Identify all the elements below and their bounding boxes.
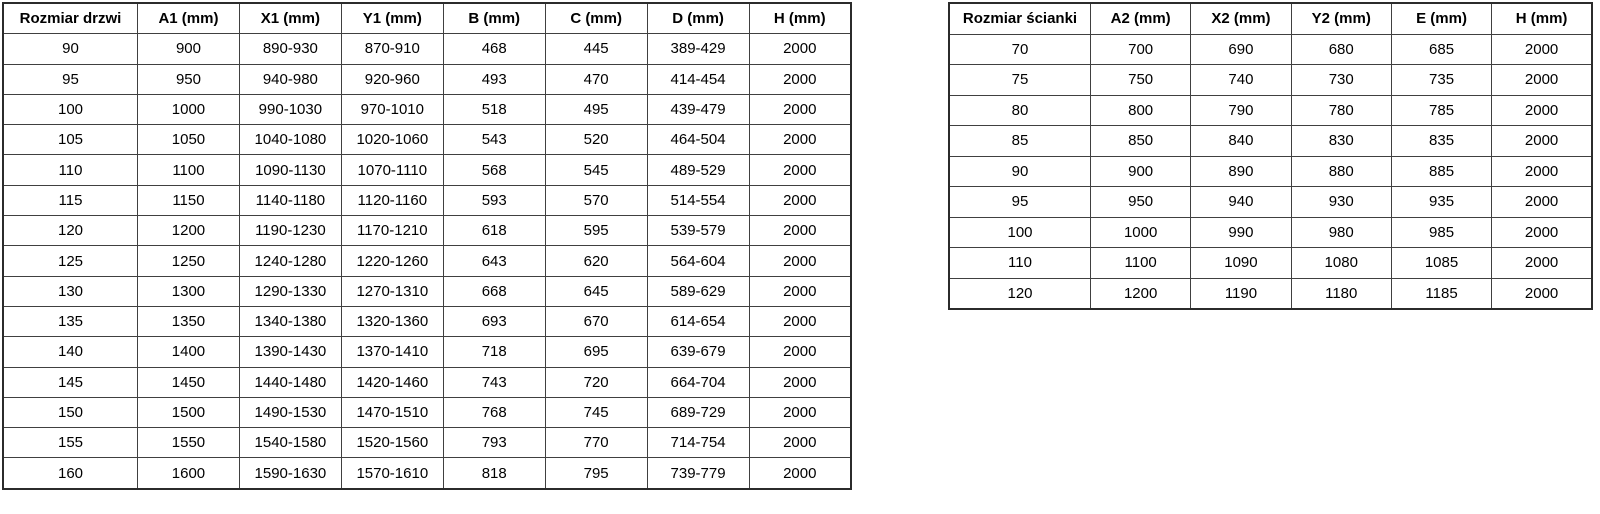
table-cell: 115 (3, 185, 138, 215)
table-cell: 543 (443, 125, 545, 155)
table-cell: 1120-1160 (341, 185, 443, 215)
table-cell: 95 (949, 187, 1091, 218)
table-row (3, 125, 851, 155)
table-row (3, 94, 851, 124)
table-cell: 100 (3, 94, 138, 124)
table-cell: 870-910 (341, 34, 443, 64)
column-header: X2 (mm) (1191, 3, 1291, 34)
wall-size-table (948, 2, 1593, 310)
table-cell: 389-429 (647, 34, 749, 64)
column-header: H (mm) (749, 3, 851, 34)
table-cell: 90 (949, 156, 1091, 187)
table-cell: 685 (1391, 34, 1491, 65)
table-cell: 745 (545, 397, 647, 427)
table-cell: 900 (1091, 156, 1191, 187)
table-cell: 645 (545, 276, 647, 306)
table-cell: 445 (545, 34, 647, 64)
column-header: Y2 (mm) (1291, 3, 1391, 34)
table-cell: 1270-1310 (341, 276, 443, 306)
column-header: Rozmiar ścianki (949, 3, 1091, 34)
table-cell: 618 (443, 216, 545, 246)
table-cell: 730 (1291, 65, 1391, 96)
table-cell: 545 (545, 155, 647, 185)
table-cell: 890-930 (239, 34, 341, 64)
table-cell: 768 (443, 397, 545, 427)
table-row (949, 95, 1592, 126)
table-cell: 2000 (1492, 65, 1592, 96)
table-cell: 1190 (1191, 278, 1291, 309)
table-cell: 1220-1260 (341, 246, 443, 276)
table-cell: 105 (3, 125, 138, 155)
table-row (949, 34, 1592, 65)
table-cell: 1500 (138, 397, 240, 427)
table-cell: 990 (1191, 217, 1291, 248)
table-cell: 2000 (749, 276, 851, 306)
table-cell: 940-980 (239, 64, 341, 94)
table-cell: 2000 (749, 337, 851, 367)
column-header: D (mm) (647, 3, 749, 34)
column-header: E (mm) (1391, 3, 1491, 34)
table-cell: 2000 (749, 367, 851, 397)
table-cell: 160 (3, 458, 138, 489)
table-cell: 593 (443, 185, 545, 215)
table-cell: 2000 (749, 94, 851, 124)
table-row (3, 216, 851, 246)
table-row (949, 156, 1592, 187)
table-cell: 2000 (1492, 95, 1592, 126)
table-cell: 1590-1630 (239, 458, 341, 489)
table-cell: 985 (1391, 217, 1491, 248)
table-cell: 135 (3, 306, 138, 336)
header-row (949, 3, 1592, 34)
table-row (3, 34, 851, 64)
table-cell: 1600 (138, 458, 240, 489)
table-row (949, 187, 1592, 218)
table-cell: 1340-1380 (239, 306, 341, 336)
table-cell: 1100 (138, 155, 240, 185)
table-row (3, 155, 851, 185)
table-cell: 130 (3, 276, 138, 306)
table-row (3, 185, 851, 215)
table-cell: 85 (949, 126, 1091, 157)
table-cell: 2000 (749, 185, 851, 215)
table-cell: 890 (1191, 156, 1291, 187)
column-header: B (mm) (443, 3, 545, 34)
table-cell: 1090 (1191, 248, 1291, 279)
table-cell: 1370-1410 (341, 337, 443, 367)
table-cell: 1150 (138, 185, 240, 215)
table-cell: 468 (443, 34, 545, 64)
table-cell: 1000 (138, 94, 240, 124)
table-cell: 493 (443, 64, 545, 94)
table-cell: 520 (545, 125, 647, 155)
table-cell: 439-479 (647, 94, 749, 124)
table-cell: 670 (545, 306, 647, 336)
table-cell: 614-654 (647, 306, 749, 336)
table-cell: 145 (3, 367, 138, 397)
table-cell: 720 (545, 367, 647, 397)
table-cell: 740 (1191, 65, 1291, 96)
table-cell: 880 (1291, 156, 1391, 187)
table-cell: 110 (3, 155, 138, 185)
table-cell: 1185 (1391, 278, 1491, 309)
table-cell: 1490-1530 (239, 397, 341, 427)
table-cell: 2000 (749, 306, 851, 336)
table-cell: 1050 (138, 125, 240, 155)
table-cell: 743 (443, 367, 545, 397)
table-cell: 1320-1360 (341, 306, 443, 336)
table-cell: 970-1010 (341, 94, 443, 124)
table-cell: 2000 (749, 428, 851, 458)
table-cell: 1250 (138, 246, 240, 276)
table-cell: 689-729 (647, 397, 749, 427)
table-cell: 564-604 (647, 246, 749, 276)
table-cell: 100 (949, 217, 1091, 248)
table-cell: 90 (3, 34, 138, 64)
column-header: H (mm) (1492, 3, 1592, 34)
table-cell: 668 (443, 276, 545, 306)
table-cell: 2000 (1492, 217, 1592, 248)
table-cell: 920-960 (341, 64, 443, 94)
table-cell: 990-1030 (239, 94, 341, 124)
column-header: A2 (mm) (1091, 3, 1191, 34)
table-cell: 140 (3, 337, 138, 367)
table-cell: 840 (1191, 126, 1291, 157)
table-row (3, 276, 851, 306)
table-cell: 793 (443, 428, 545, 458)
table-cell: 718 (443, 337, 545, 367)
table-cell: 818 (443, 458, 545, 489)
table-cell: 414-454 (647, 64, 749, 94)
table-cell: 518 (443, 94, 545, 124)
table-cell: 539-579 (647, 216, 749, 246)
table-row (3, 246, 851, 276)
table-cell: 2000 (1492, 187, 1592, 218)
table-cell: 885 (1391, 156, 1491, 187)
table-cell: 835 (1391, 126, 1491, 157)
table-cell: 935 (1391, 187, 1491, 218)
table-cell: 1290-1330 (239, 276, 341, 306)
table-cell: 693 (443, 306, 545, 336)
table-cell: 464-504 (647, 125, 749, 155)
table-row (3, 458, 851, 489)
table-cell: 643 (443, 246, 545, 276)
table-row (3, 64, 851, 94)
table-cell: 1550 (138, 428, 240, 458)
table-cell: 1400 (138, 337, 240, 367)
table-cell: 155 (3, 428, 138, 458)
table-cell: 2000 (749, 34, 851, 64)
table-cell: 850 (1091, 126, 1191, 157)
table-row (949, 126, 1592, 157)
table-cell: 795 (545, 458, 647, 489)
table-cell: 620 (545, 246, 647, 276)
table-cell: 2000 (749, 64, 851, 94)
header-row (3, 3, 851, 34)
table-cell: 950 (1091, 187, 1191, 218)
table-cell: 80 (949, 95, 1091, 126)
table-cell: 1240-1280 (239, 246, 341, 276)
table-cell: 2000 (1492, 248, 1592, 279)
table-cell: 690 (1191, 34, 1291, 65)
table-cell: 1170-1210 (341, 216, 443, 246)
table-cell: 785 (1391, 95, 1491, 126)
table-cell: 700 (1091, 34, 1191, 65)
table-cell: 770 (545, 428, 647, 458)
table-cell: 1390-1430 (239, 337, 341, 367)
table-cell: 1420-1460 (341, 367, 443, 397)
table-row (949, 278, 1592, 309)
table-cell: 150 (3, 397, 138, 427)
table-cell: 1540-1580 (239, 428, 341, 458)
table-cell: 95 (3, 64, 138, 94)
column-header: C (mm) (545, 3, 647, 34)
table-cell: 514-554 (647, 185, 749, 215)
table-cell: 1200 (1091, 278, 1191, 309)
table-cell: 739-779 (647, 458, 749, 489)
table-cell: 714-754 (647, 428, 749, 458)
table-cell: 1190-1230 (239, 216, 341, 246)
table-cell: 735 (1391, 65, 1491, 96)
table-cell: 2000 (749, 397, 851, 427)
table-cell: 595 (545, 216, 647, 246)
column-header: Rozmiar drzwi (3, 3, 138, 34)
table-cell: 1440-1480 (239, 367, 341, 397)
table-row (949, 217, 1592, 248)
table-cell: 1100 (1091, 248, 1191, 279)
table-cell: 2000 (1492, 278, 1592, 309)
table-cell: 830 (1291, 126, 1391, 157)
table-cell: 1085 (1391, 248, 1491, 279)
table-cell: 750 (1091, 65, 1191, 96)
table-cell: 2000 (749, 246, 851, 276)
table-cell: 1450 (138, 367, 240, 397)
table-cell: 639-679 (647, 337, 749, 367)
table-cell: 790 (1191, 95, 1291, 126)
table-cell: 70 (949, 34, 1091, 65)
table-cell: 470 (545, 64, 647, 94)
table-cell: 75 (949, 65, 1091, 96)
table-cell: 900 (138, 34, 240, 64)
table-cell: 120 (3, 216, 138, 246)
table-cell: 680 (1291, 34, 1391, 65)
table-cell: 780 (1291, 95, 1391, 126)
table-cell: 1180 (1291, 278, 1391, 309)
table-cell: 2000 (1492, 34, 1592, 65)
table-cell: 930 (1291, 187, 1391, 218)
table-cell: 695 (545, 337, 647, 367)
table-row (949, 65, 1592, 96)
table-cell: 1020-1060 (341, 125, 443, 155)
door-size-table (2, 2, 852, 490)
table-cell: 2000 (749, 458, 851, 489)
table-row (3, 428, 851, 458)
table-cell: 980 (1291, 217, 1391, 248)
table-cell: 110 (949, 248, 1091, 279)
table-cell: 1520-1560 (341, 428, 443, 458)
table-cell: 1300 (138, 276, 240, 306)
table-cell: 2000 (749, 125, 851, 155)
table-row (3, 337, 851, 367)
table-cell: 1350 (138, 306, 240, 336)
table-row (949, 248, 1592, 279)
table-cell: 800 (1091, 95, 1191, 126)
table-row (3, 397, 851, 427)
column-header: X1 (mm) (239, 3, 341, 34)
table-cell: 2000 (1492, 126, 1592, 157)
table-cell: 120 (949, 278, 1091, 309)
table-cell: 125 (3, 246, 138, 276)
table-cell: 1040-1080 (239, 125, 341, 155)
table-cell: 1080 (1291, 248, 1391, 279)
table-cell: 495 (545, 94, 647, 124)
table-cell: 2000 (749, 155, 851, 185)
table-cell: 1000 (1091, 217, 1191, 248)
table-cell: 489-529 (647, 155, 749, 185)
table-cell: 940 (1191, 187, 1291, 218)
column-header: A1 (mm) (138, 3, 240, 34)
table-cell: 1140-1180 (239, 185, 341, 215)
table-cell: 2000 (749, 216, 851, 246)
table-cell: 1470-1510 (341, 397, 443, 427)
table-cell: 589-629 (647, 276, 749, 306)
table-cell: 664-704 (647, 367, 749, 397)
table-cell: 1570-1610 (341, 458, 443, 489)
table-cell: 570 (545, 185, 647, 215)
table-cell: 1090-1130 (239, 155, 341, 185)
table-cell: 950 (138, 64, 240, 94)
table-row (3, 367, 851, 397)
column-header: Y1 (mm) (341, 3, 443, 34)
table-cell: 568 (443, 155, 545, 185)
table-cell: 1070-1110 (341, 155, 443, 185)
table-cell: 1200 (138, 216, 240, 246)
table-cell: 2000 (1492, 156, 1592, 187)
table-row (3, 306, 851, 336)
